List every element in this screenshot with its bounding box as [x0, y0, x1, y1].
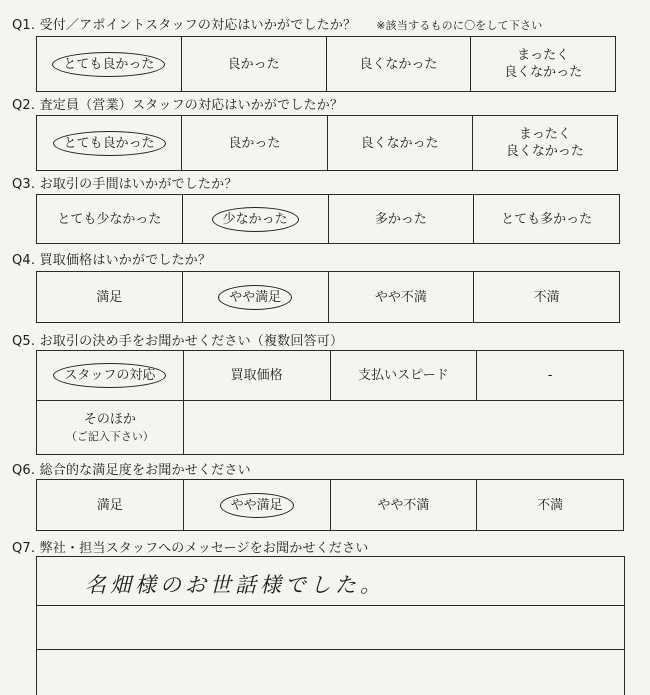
q6-option-4-label: 不満 — [537, 497, 564, 513]
q3-option-4-label: とても多かった — [501, 211, 593, 227]
q4-option-1-label: 満足 — [96, 289, 123, 305]
q6-option-4[interactable] — [477, 480, 624, 531]
q2-option-3[interactable] — [327, 116, 472, 171]
q4-option-3[interactable] — [328, 272, 474, 323]
q1-option-2-label: 良かった — [227, 56, 280, 72]
q2-options — [36, 115, 618, 171]
q1-title-text: Q1. 受付／アポイントスタッフの対応はいかがでしたか？ — [12, 18, 357, 33]
q7-handwritten-message: 名畑様のお世話様でした。 — [85, 573, 385, 597]
q7-line-2 — [37, 649, 624, 650]
q1-option-4-label-line2: 良くなかった — [504, 65, 583, 80]
q3-option-2[interactable] — [182, 195, 328, 244]
q2-option-2[interactable] — [182, 116, 327, 171]
q7-line-1 — [37, 605, 624, 606]
q2-option-4-label-line1: まったく — [518, 127, 571, 142]
q2-option-4[interactable] — [472, 116, 617, 171]
q4-option-2[interactable] — [182, 272, 328, 323]
q1-options — [36, 36, 616, 92]
q4-option-2-label: やや満足 — [218, 285, 292, 310]
q3-title: Q3. お取引の手間はいかがでしたか？ — [12, 177, 238, 192]
q6-options — [36, 479, 624, 531]
q1-option-3-label: 良くなかった — [359, 56, 438, 72]
q5-option-4-label: - — [547, 368, 553, 383]
q5-option-3[interactable] — [330, 351, 477, 401]
q7-message-box[interactable] — [36, 556, 625, 695]
q5-other[interactable] — [37, 401, 184, 455]
q5-option-1-label: スタッフの対応 — [53, 363, 166, 388]
q4-option-3-label: やや不満 — [374, 289, 427, 305]
q3-option-3[interactable] — [328, 195, 474, 244]
q4-title: Q4. 買取価格はいかがでしたか？ — [12, 253, 212, 268]
q1-option-4[interactable] — [471, 37, 616, 92]
q6-option-3[interactable] — [330, 480, 477, 531]
q3-option-1-label: とても少なかった — [57, 211, 162, 227]
q5-option-4[interactable] — [477, 351, 624, 401]
q4-option-4-label: 不満 — [533, 289, 560, 305]
q5-option-1[interactable] — [37, 351, 184, 401]
q3-option-2-label: 少なかった — [212, 207, 299, 232]
q5-option-3-label: 支払いスピード — [358, 368, 449, 383]
q1-option-2[interactable] — [181, 37, 326, 92]
q6-option-3-label: やや不満 — [377, 497, 430, 513]
q2-title: Q2. 査定員（営業）スタッフの対応はいかがでしたか？ — [12, 98, 344, 113]
q5-option-2-label: 買取価格 — [230, 368, 283, 383]
q6-title: Q6. 総合的な満足度をお聞かせください — [12, 463, 251, 478]
q2-option-2-label: 良かった — [228, 135, 281, 151]
q1-option-3[interactable] — [326, 37, 471, 92]
q4-options — [36, 271, 620, 323]
q3-option-4[interactable] — [474, 195, 620, 244]
q6-option-2-label: やや満足 — [220, 493, 294, 518]
q4-option-1[interactable] — [37, 272, 183, 323]
q6-option-1-label: 満足 — [96, 497, 123, 513]
q3-options — [36, 194, 620, 244]
q6-option-1[interactable] — [37, 480, 184, 531]
q3-option-3-label: 多かった — [374, 211, 427, 227]
q5-options — [36, 350, 624, 455]
q1-note: ※該当するものに〇をして下さい — [376, 19, 543, 32]
q1-option-1[interactable] — [37, 37, 182, 92]
q2-option-1-label: とても良かった — [53, 131, 166, 156]
q1-option-1-label: とても良かった — [52, 52, 165, 77]
q7-title: Q7. 弊社・担当スタッフへのメッセージをお聞かせください — [12, 541, 369, 556]
q5-option-2[interactable] — [183, 351, 330, 401]
q2-option-4-label-line2: 良くなかった — [505, 144, 584, 159]
q6-option-2[interactable] — [183, 480, 330, 531]
q5-other-label: そのほか — [83, 411, 136, 427]
q1-option-4-label-line1: まったく — [517, 48, 570, 63]
q5-other-input[interactable] — [183, 401, 623, 455]
q5-title: Q5. お取引の決め手をお聞かせください（複数回答可） — [12, 334, 344, 349]
q2-option-1[interactable] — [37, 116, 182, 171]
q2-option-3-label: 良くなかった — [360, 135, 439, 151]
q1-title — [12, 14, 542, 33]
q3-option-1[interactable] — [37, 195, 183, 244]
q4-option-4[interactable] — [474, 272, 620, 323]
q5-other-note: （ご記入下さい） — [65, 429, 154, 443]
